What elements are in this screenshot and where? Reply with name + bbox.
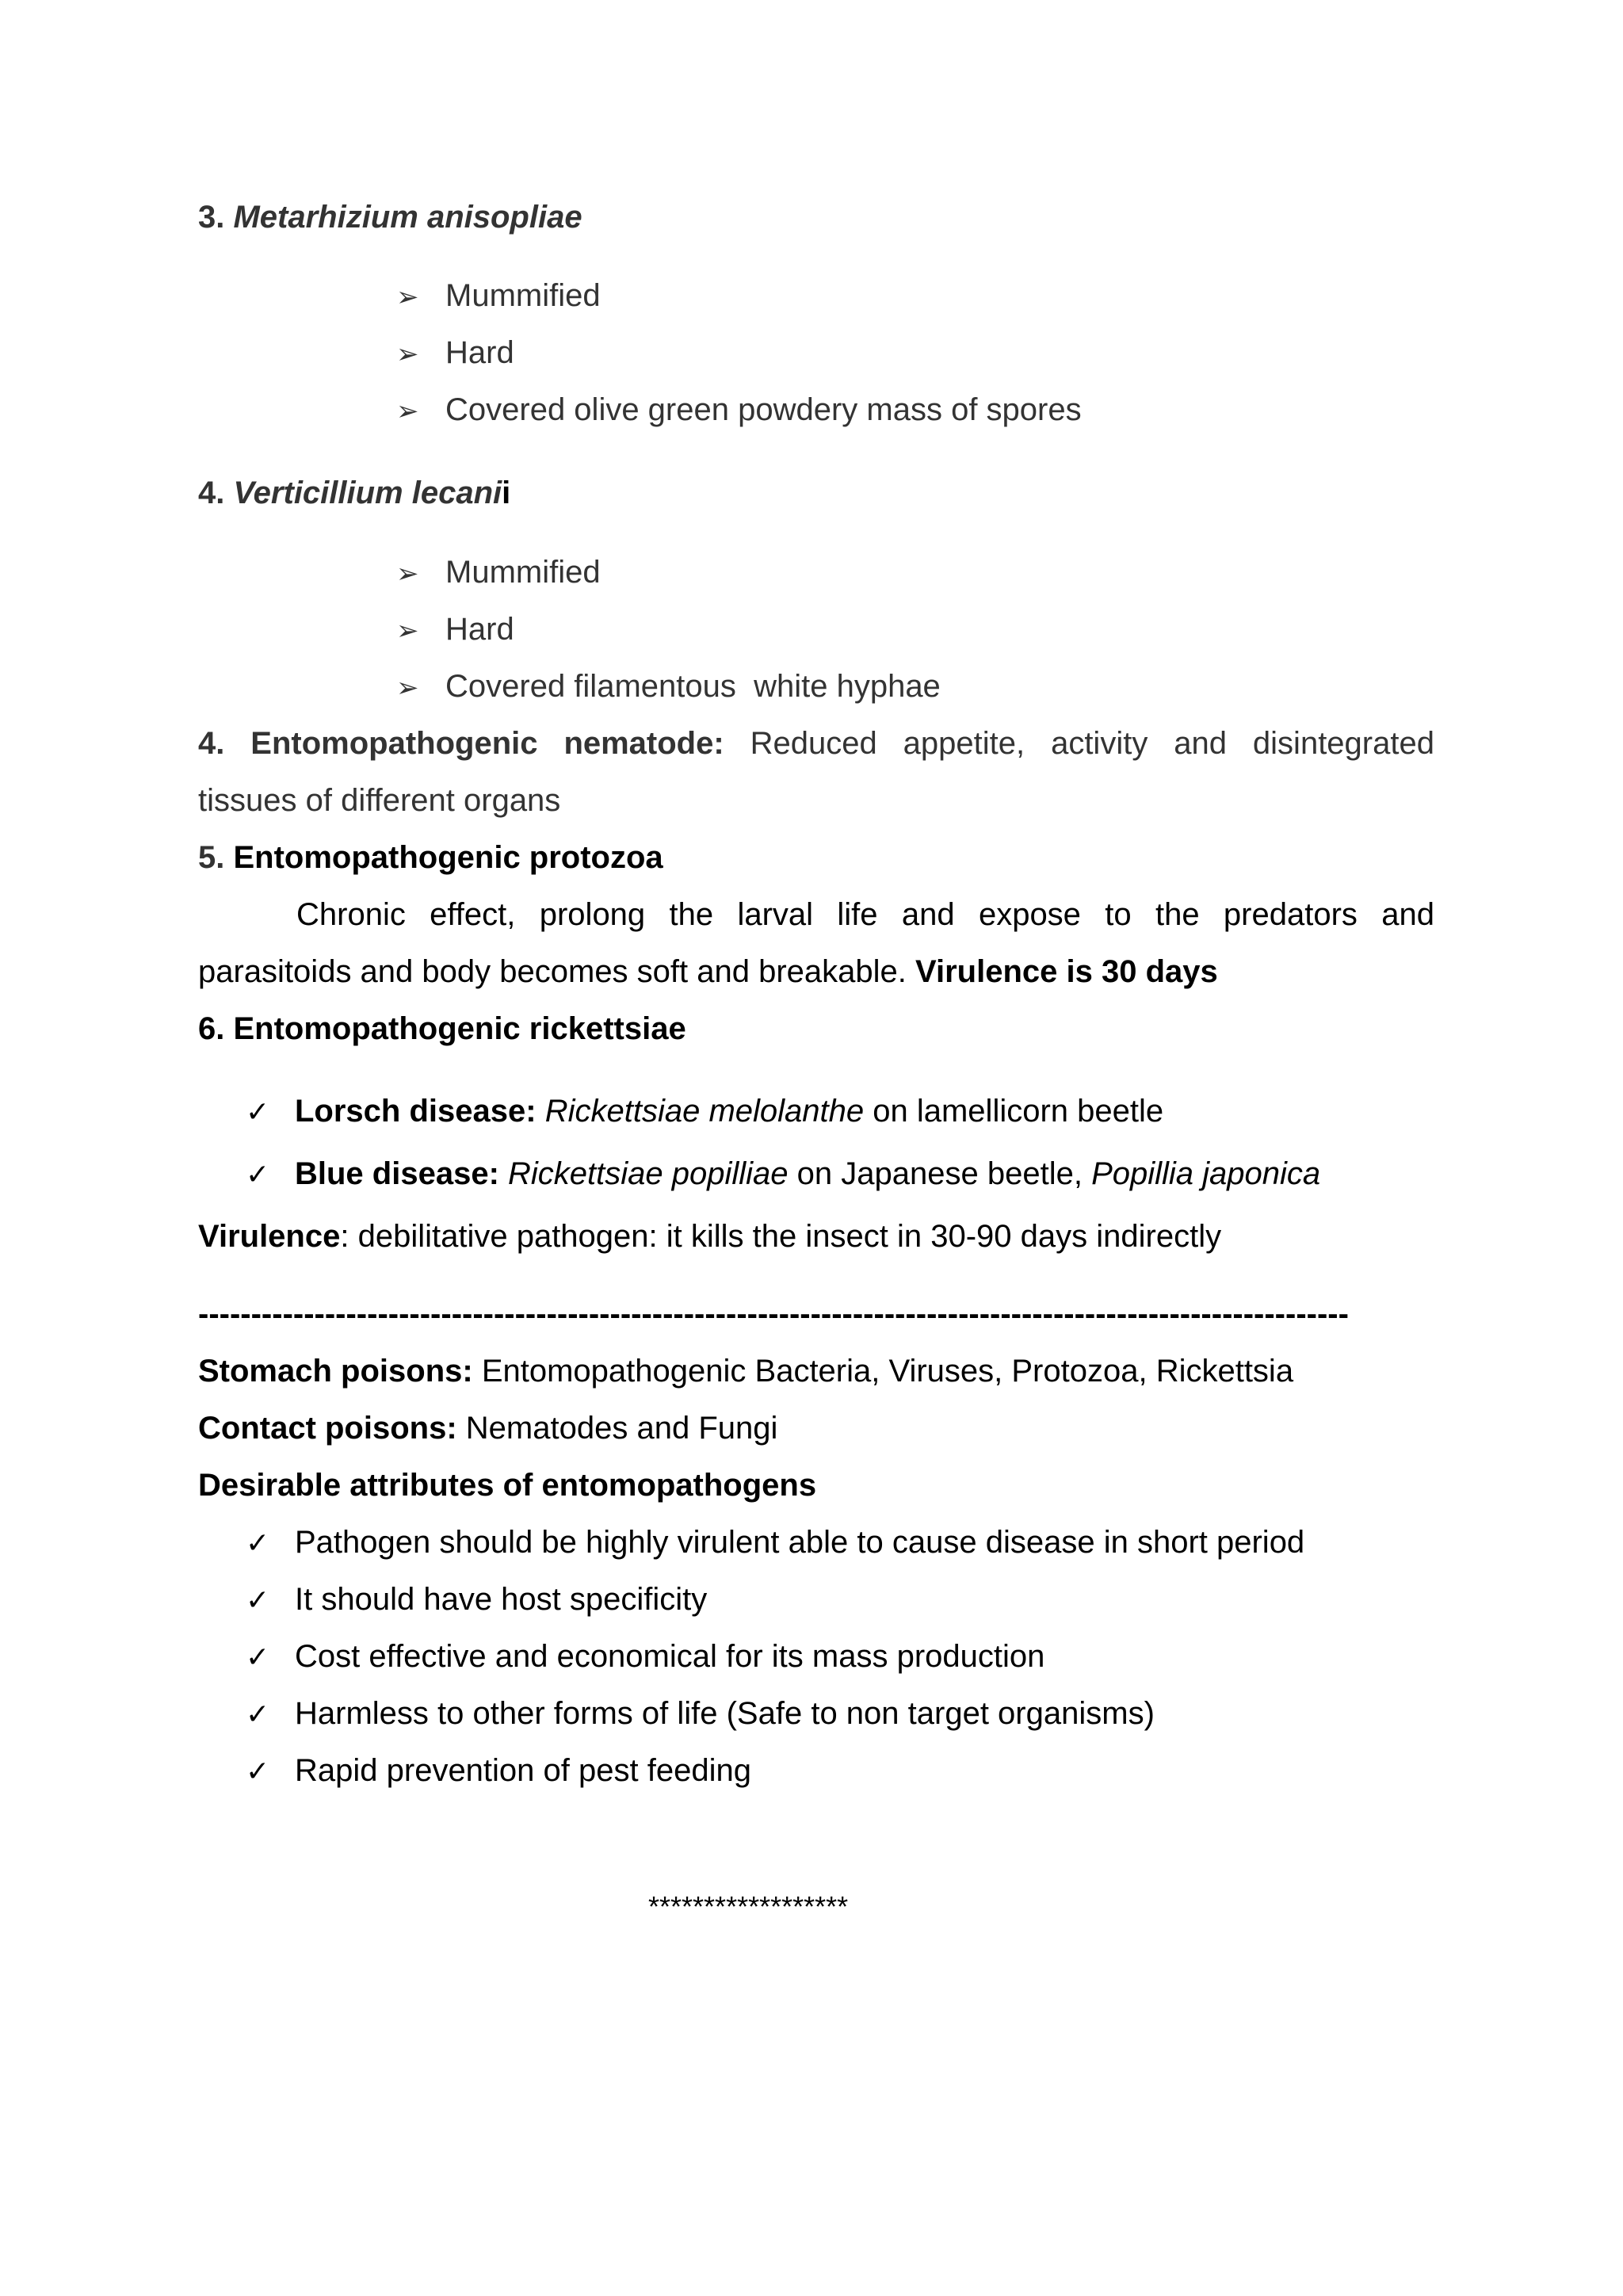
contact-poisons-label: Contact poisons:	[198, 1411, 457, 1446]
list-item-text: Mummified	[445, 555, 601, 590]
virulence-text: : debilitative pathogen: it kills the insect in 30-90 days indirectly	[340, 1219, 1222, 1254]
nematode-paragraph-line2: tissues of different organs	[198, 783, 561, 818]
list-item-text: Covered olive green powdery mass of spores	[445, 392, 1082, 427]
stomach-poisons-line	[198, 1343, 1293, 1400]
rickettsiae-list-item	[246, 1083, 1163, 1141]
species-name: Verticillium lecani	[233, 476, 502, 510]
nematode-text: Reduced appetite, activity and disintegrated	[750, 726, 1434, 761]
section-number: 3.	[198, 200, 225, 235]
list-item-text: Covered filamentous white hyphae	[445, 669, 941, 704]
protozoa-paragraph-line2	[198, 943, 1218, 1000]
check-icon: ✓	[246, 1584, 270, 1617]
section-number: 4.	[198, 726, 225, 761]
protozoa-virulence: Virulence is 30 days	[915, 954, 1218, 989]
attribute-item	[246, 1685, 1155, 1744]
list-item	[396, 324, 514, 383]
list-item	[396, 381, 1082, 440]
arrow-bullet-icon: ➢	[396, 281, 419, 313]
section-number: 5.	[198, 840, 225, 875]
list-item-text: Mummified	[445, 278, 601, 313]
list-item	[396, 658, 941, 716]
disease-species: Rickettsiae popilliae	[508, 1156, 789, 1191]
section-number: 4.	[198, 476, 225, 510]
end-of-section-mark: ******************	[648, 1890, 849, 1923]
section-title: Entomopathogenic protozoa	[233, 840, 663, 875]
attribute-item	[246, 1742, 751, 1801]
check-icon: ✓	[246, 1527, 270, 1560]
section-heading-metarhizium	[198, 189, 582, 246]
protozoa-paragraph-line1: Chronic effect, prolong the larval life and expose to the predators and	[296, 897, 1434, 932]
arrow-bullet-icon: ➢	[396, 395, 419, 427]
disease-label: Blue disease:	[295, 1156, 499, 1191]
check-icon: ✓	[246, 1698, 270, 1731]
check-icon: ✓	[246, 1159, 270, 1191]
list-item-text: Hard	[445, 612, 514, 647]
disease-label: Lorsch disease:	[295, 1094, 537, 1129]
disease-host: on Japanese beetle,	[796, 1156, 1083, 1191]
list-item-text: Hard	[445, 335, 514, 370]
virulence-label: Virulence	[198, 1219, 341, 1254]
rickettsiae-virulence	[198, 1208, 1221, 1265]
section-heading-protozoa	[198, 829, 663, 886]
section-heading-verticillium	[198, 464, 510, 521]
host-species: Popillia japonica	[1091, 1156, 1321, 1191]
section-heading-rickettsiae: 6. Entomopathogenic rickettsiae	[198, 1011, 686, 1046]
check-icon: ✓	[246, 1641, 270, 1674]
species-name-tail: i	[502, 476, 511, 510]
list-item	[396, 267, 601, 326]
disease-species: Rickettsiae melolanthe	[544, 1094, 865, 1129]
protozoa-text: parasitoids and body becomes soft and breakable.	[198, 954, 907, 989]
list-item	[396, 601, 514, 659]
list-item	[396, 544, 601, 602]
arrow-bullet-icon: ➢	[396, 558, 419, 590]
attribute-text: Harmless to other forms of life (Safe to non target organisms)	[295, 1696, 1155, 1731]
stomach-poisons-text: Entomopathogenic Bacteria, Viruses, Protozoa, Rickettsia	[481, 1354, 1294, 1389]
check-icon: ✓	[246, 1096, 270, 1129]
rickettsiae-list-item	[246, 1145, 1320, 1204]
arrow-bullet-icon: ➢	[396, 338, 419, 370]
check-icon: ✓	[246, 1755, 270, 1788]
attributes-heading: Desirable attributes of entomopathogens	[198, 1468, 817, 1503]
contact-poisons-line	[198, 1400, 777, 1457]
attribute-text: Pathogen should be highly virulent able to cause disease in short period	[295, 1525, 1305, 1560]
attribute-item	[246, 1628, 1044, 1687]
attribute-text: Rapid prevention of pest feeding	[295, 1753, 751, 1788]
nematode-paragraph-line1	[198, 715, 1434, 772]
species-name: Metarhizium anisopliae	[233, 200, 582, 235]
attribute-text: Cost effective and economical for its mass production	[295, 1639, 1045, 1674]
contact-poisons-text: Nematodes and Fungi	[465, 1411, 778, 1446]
disease-host: on lamellicorn beetle	[873, 1094, 1164, 1129]
arrow-bullet-icon: ➢	[396, 615, 419, 647]
attribute-item	[246, 1514, 1304, 1572]
section-divider: -------------------------------------------------------------------------------------------------------------	[198, 1297, 1349, 1331]
attribute-item	[246, 1571, 707, 1629]
arrow-bullet-icon: ➢	[396, 672, 419, 704]
stomach-poisons-label: Stomach poisons:	[198, 1354, 473, 1389]
section-heading-nematode: Entomopathogenic nematode:	[250, 726, 724, 761]
attribute-text: It should have host specificity	[295, 1582, 708, 1617]
